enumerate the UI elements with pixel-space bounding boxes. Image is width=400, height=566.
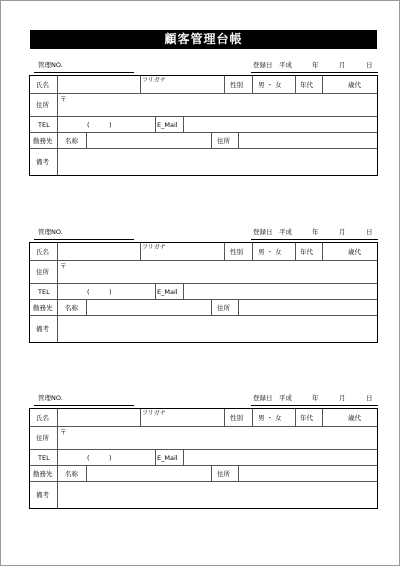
era-label: 平成 [279, 228, 292, 236]
management-number-field[interactable] [34, 59, 134, 73]
customer-card-3 [29, 392, 378, 509]
furigana-input[interactable] [141, 77, 224, 93]
month-label: 月 [339, 394, 346, 402]
age-unit-label: 歳代 [348, 81, 361, 89]
day-label: 日 [366, 61, 373, 69]
age-label: 年代 [300, 414, 313, 422]
management-number-label: 管理NO. [38, 61, 63, 69]
furigana-label: フリガナ [142, 244, 166, 251]
company-address-label: 住所 [217, 304, 230, 312]
email-input[interactable] [184, 284, 376, 299]
email-label: E_Mail [157, 454, 178, 462]
company-address-input[interactable] [239, 466, 376, 481]
cell-divider [252, 409, 253, 426]
address-label: 住所 [36, 268, 49, 276]
management-number-label: 管理NO. [38, 228, 63, 236]
cell-divider [224, 76, 225, 93]
age-input[interactable] [323, 244, 347, 260]
customer-card-1 [29, 59, 378, 176]
gender-options[interactable]: 男 ・ 女 [258, 414, 282, 422]
age-unit-label: 歳代 [348, 414, 361, 422]
company-name-input[interactable] [87, 466, 211, 481]
address-label: 住所 [36, 101, 49, 109]
postal-mark: 〒 [60, 262, 67, 270]
cell-divider [252, 243, 253, 260]
year-label: 年 [312, 228, 319, 236]
month-label: 月 [339, 61, 346, 69]
company-address-input[interactable] [239, 133, 376, 148]
name-label: 氏名 [36, 81, 49, 89]
cell-divider [295, 243, 296, 260]
notes-input[interactable] [58, 482, 376, 507]
workplace-label: 勤務先 [33, 304, 53, 312]
company-name-input[interactable] [87, 300, 211, 315]
cell-divider [155, 283, 156, 299]
gender-label: 性別 [230, 248, 243, 256]
email-input[interactable] [184, 450, 376, 465]
age-input[interactable] [323, 77, 347, 93]
management-number-field[interactable] [34, 226, 134, 240]
tel-input[interactable] [58, 117, 155, 132]
name-input[interactable] [58, 410, 140, 426]
notes-label: 備考 [36, 158, 49, 166]
gender-label: 性別 [230, 414, 243, 422]
address-input[interactable] [58, 427, 376, 449]
registration-date-label: 登録日 [253, 61, 273, 69]
customer-card-2 [29, 226, 378, 343]
company-address-label: 住所 [217, 470, 230, 478]
era-label: 平成 [279, 61, 292, 69]
tel-input[interactable] [58, 284, 155, 299]
cell-divider [211, 299, 212, 315]
company-name-input[interactable] [87, 133, 211, 148]
registration-date-field[interactable] [251, 392, 378, 406]
cell-divider [224, 243, 225, 260]
gender-options[interactable]: 男 ・ 女 [258, 248, 282, 256]
tel-area-code-parens: ( ) [87, 121, 112, 129]
email-label: E_Mail [157, 288, 178, 296]
cell-divider [295, 409, 296, 426]
company-name-label: 名称 [65, 137, 78, 145]
tel-label: TEL [38, 454, 50, 462]
cell-divider [155, 449, 156, 465]
year-label: 年 [312, 394, 319, 402]
furigana-input[interactable] [141, 410, 224, 426]
page-title: 顧客管理台帳 [30, 30, 377, 49]
cell-divider [211, 465, 212, 481]
address-input[interactable] [58, 94, 376, 116]
gender-label: 性別 [230, 81, 243, 89]
email-input[interactable] [184, 117, 376, 132]
age-unit-label: 歳代 [348, 248, 361, 256]
registration-date-label: 登録日 [253, 394, 273, 402]
day-label: 日 [366, 394, 373, 402]
notes-label: 備考 [36, 491, 49, 499]
month-label: 月 [339, 228, 346, 236]
company-address-input[interactable] [239, 300, 376, 315]
age-label: 年代 [300, 248, 313, 256]
company-name-label: 名称 [65, 304, 78, 312]
tel-area-code-parens: ( ) [87, 454, 112, 462]
notes-input[interactable] [58, 149, 376, 174]
management-number-label: 管理NO. [38, 394, 63, 402]
address-label: 住所 [36, 434, 49, 442]
gender-options[interactable]: 男 ・ 女 [258, 81, 282, 89]
cell-divider [224, 409, 225, 426]
workplace-label: 勤務先 [33, 470, 53, 478]
name-input[interactable] [58, 244, 140, 260]
tel-input[interactable] [58, 450, 155, 465]
furigana-label: フリガナ [142, 410, 166, 417]
workplace-label: 勤務先 [33, 137, 53, 145]
company-address-label: 住所 [217, 137, 230, 145]
address-input[interactable] [58, 261, 376, 283]
cell-divider [295, 76, 296, 93]
furigana-input[interactable] [141, 244, 224, 260]
notes-label: 備考 [36, 325, 49, 333]
email-label: E_Mail [157, 121, 178, 129]
name-label: 氏名 [36, 414, 49, 422]
customer-record-table [29, 75, 378, 176]
registration-date-field[interactable] [251, 226, 378, 240]
management-number-field[interactable] [34, 392, 134, 406]
name-label: 氏名 [36, 248, 49, 256]
company-name-label: 名称 [65, 470, 78, 478]
year-label: 年 [312, 61, 319, 69]
customer-record-table [29, 408, 378, 509]
age-input[interactable] [323, 410, 347, 426]
cell-divider [155, 116, 156, 132]
registration-date-field[interactable] [251, 59, 378, 73]
cell-divider [211, 132, 212, 148]
postal-mark: 〒 [60, 95, 67, 103]
day-label: 日 [366, 228, 373, 236]
postal-mark: 〒 [60, 428, 67, 436]
tel-area-code-parens: ( ) [87, 288, 112, 296]
name-input[interactable] [58, 77, 140, 93]
tel-label: TEL [38, 288, 50, 296]
furigana-label: フリガナ [142, 77, 166, 84]
registration-date-label: 登録日 [253, 228, 273, 236]
notes-input[interactable] [58, 316, 376, 341]
tel-label: TEL [38, 121, 50, 129]
age-label: 年代 [300, 81, 313, 89]
era-label: 平成 [279, 394, 292, 402]
customer-record-table [29, 242, 378, 343]
cell-divider [252, 76, 253, 93]
